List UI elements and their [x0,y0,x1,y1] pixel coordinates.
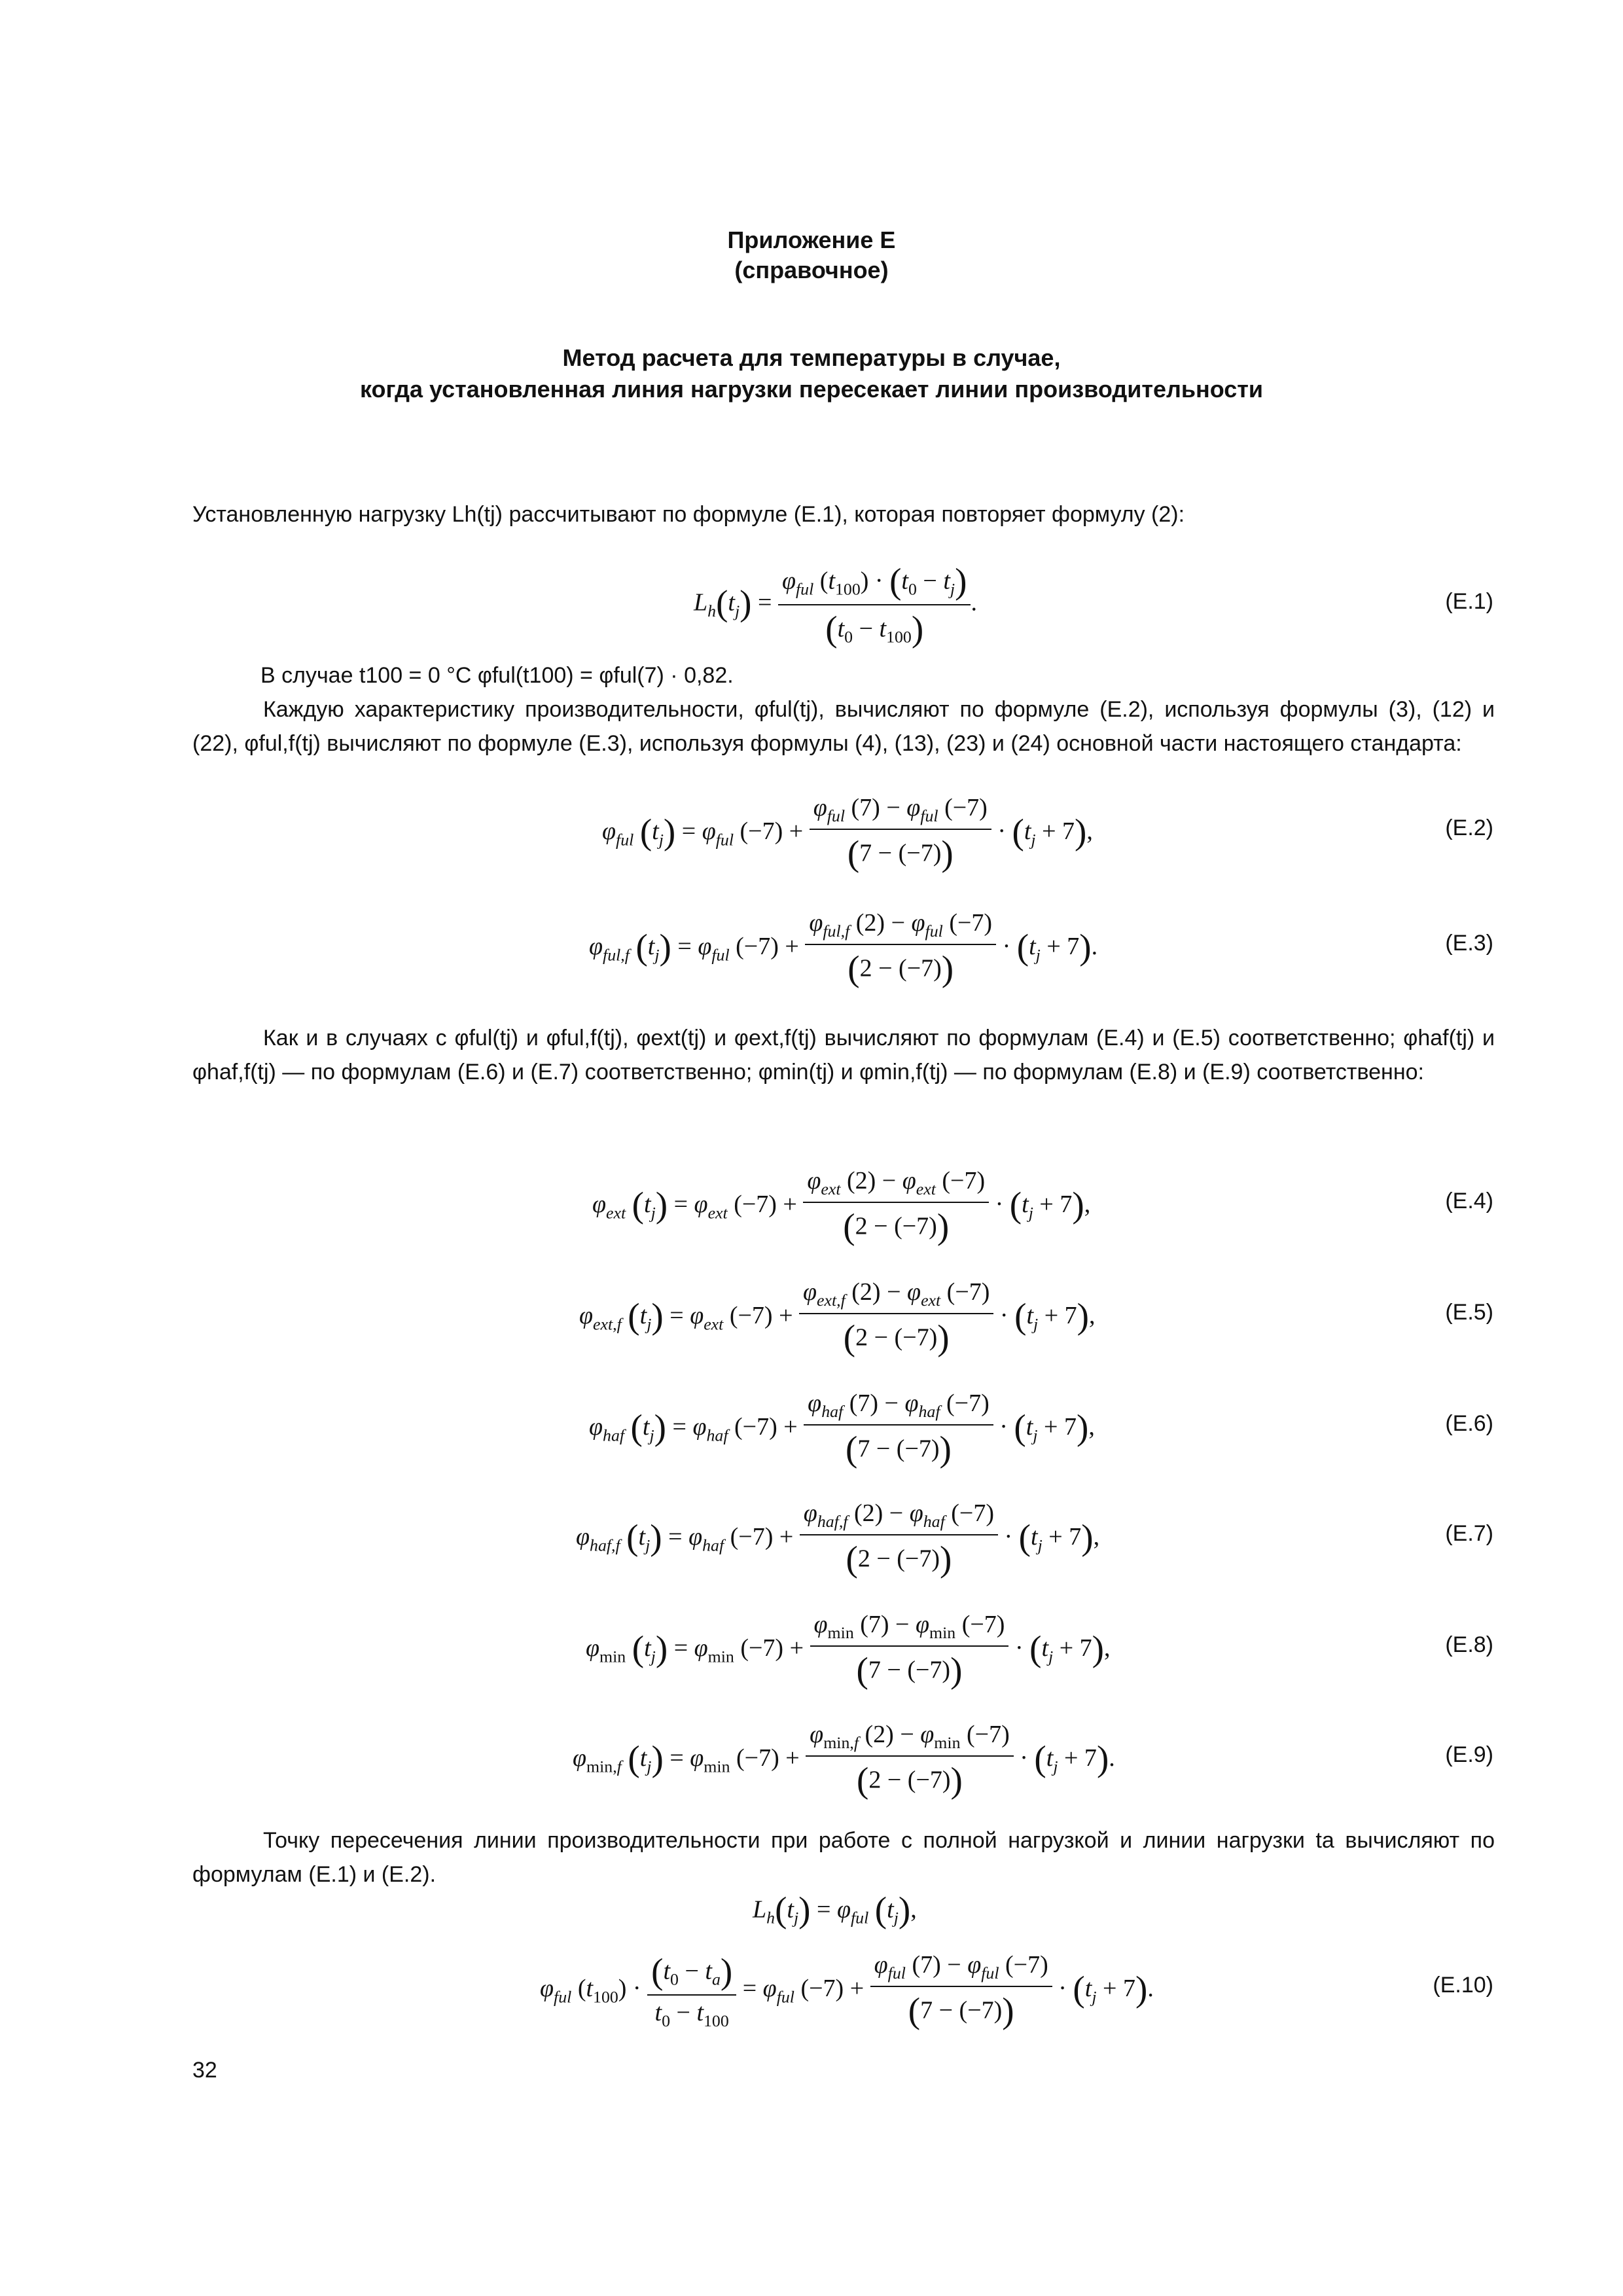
equation-e8: $\varphi_{min}$ $(t_j) = \varphi_{min}$ (−7) + $\frac{\varphi_{min} (7) - \varphi_{min} (-7)}{(7 - (-7))}$ · $(t_j + 7)$, [586,1611,1111,1691]
equation-number-e4: (Е.4) [1445,1189,1493,1213]
paragraph-intro-text: Установленную нагрузку Lh(tj) рассчитывают по формуле (Е.1), которая повторяет формулу (2): [192,502,1185,527]
appendix-type: (справочное) [734,257,889,283]
paragraph-characteristics-text: Каждую характеристику производительности, φful(tj), вычисляют по формуле (Е.2), используя формулы (3), (12) и (22), φful,f(tj) вычисляют по формуле (Е.3), используя формулы (4), (13), (23) и (24) основной части настоящего стандарта: [192,697,1495,756]
equation-e3: $\varphi_{ful,f}$ $(t_j) = \varphi_{ful}$ (−7) + $\frac{\varphi_{ful,f} (2) - \varphi_{ful} (-7)}{(2 - (-7))}$ · $(t_j + 7)$. [589,909,1098,989]
equation-number-e7: (Е.7) [1445,1521,1493,1546]
equation-number-e10: (Е.10) [1433,1973,1493,1998]
title-line-1: Метод расчета для температуры в случае, [562,344,1061,371]
title-line-2: когда установленная линия нагрузки пересекает линии производительности [359,376,1264,403]
page-number: 32 [192,2058,217,2083]
equation-number-e8: (Е.8) [1445,1632,1493,1657]
paragraph-intersection [192,1823,1495,1892]
paragraph-other-cases [192,1021,1495,1089]
equation-e9: $\varphi_{min,f}$ $(t_j) = \varphi_{min}$ (−7) + $\frac{\varphi_{min,f} (2) - \varphi_{min} (-7)}{(2 - (-7))}$ · $(t_j + 7)$. [573,1721,1115,1801]
equation-number-e2: (Е.2) [1445,816,1493,840]
equation-equality: $L_h(t_j) = \varphi_{ful}$ $(t_j)$, [753,1890,917,1929]
equation-e1: $L_h(t_j)$ = $\frac{\varphi_{ful} (t_{100}) \cdot (t_0 - t_j)}{(t_0 - t_{100})}$ . [694,561,977,649]
equation-e10: $\varphi_{ful}$ $(t_{100})$ · $\frac{(t_0 - t_a)}{t_0 - t_{100}}$ = $\varphi_{ful}$ (−7) + $\frac{\varphi_{ful} (7) - \varphi_{ful} (-7)}{(7 - (-7))}$ · $(t_j + 7)$. [540,1951,1154,2031]
equation-e7: $\varphi_{haf,f}$ $(t_j) = \varphi_{haf}$ (−7) + $\frac{\varphi_{haf,f} (2) - \varphi_{haf} (-7)}{(2 - (-7))}$ · $(t_j + 7)$, [576,1499,1100,1579]
equation-number-e9: (Е.9) [1445,1742,1493,1767]
equation-number-e3: (Е.3) [1445,931,1493,956]
equation-e5: $\varphi_{ext,f}$ $(t_j) = \varphi_{ext}$ (−7) + $\frac{\varphi_{ext,f} (2) - \varphi_{ext} (-7)}{(2 - (-7))}$ · $(t_j + 7)$, [579,1278,1096,1358]
equation-number-e5: (Е.5) [1445,1300,1493,1325]
paragraph-intro [192,497,1495,531]
equation-number-e6: (Е.6) [1445,1411,1493,1436]
paragraph-characteristics [192,692,1495,761]
equation-e2: $\varphi_{ful}$ $(t_j) = \varphi_{ful}$ (−7) + $\frac{\varphi_{ful} (7) - \varphi_{ful} (-7)}{(7 - (-7))}$ · $(t_j + 7)$, [602,794,1093,874]
paragraph-intersection-text: Точку пересечения линии производительности при работе с полной нагрузкой и линии нагрузки ta вычисляют по формулам (Е.1) и (Е.2). [192,1828,1495,1887]
appendix-label: Приложение Е [727,226,896,253]
paragraph-case [260,658,1495,692]
paragraph-other-cases-text: Как и в случаях с φful(tj) и φful,f(tj), φext(tj) и φext,f(tj) вычисляют по формулам (Е.4) и (Е.5) соответственно; φhaf(tj) и φhaf,f(tj) — по формулам (Е.6) и (Е.7) соответственно; φmin(tj) и φmin,f(tj) — по формулам (Е.8) и (Е.9) соответственно: [192,1026,1495,1085]
equation-number-e1: (Е.1) [1445,589,1493,614]
equation-e6: $\varphi_{haf}$ $(t_j) = \varphi_{haf}$ (−7) + $\frac{\varphi_{haf} (7) - \varphi_{haf} (-7)}{(7 - (-7))}$ · $(t_j + 7)$, [589,1390,1095,1469]
paragraph-case-text: В случае t100 = 0 °С φful(t100) = φful(7) · 0,82. [260,663,734,688]
equation-e4: $\varphi_{ext}$ $(t_j) = \varphi_{ext}$ (−7) + $\frac{\varphi_{ext} (2) - \varphi_{ext} (-7)}{(2 - (-7))}$ · $(t_j + 7)$, [592,1167,1091,1247]
